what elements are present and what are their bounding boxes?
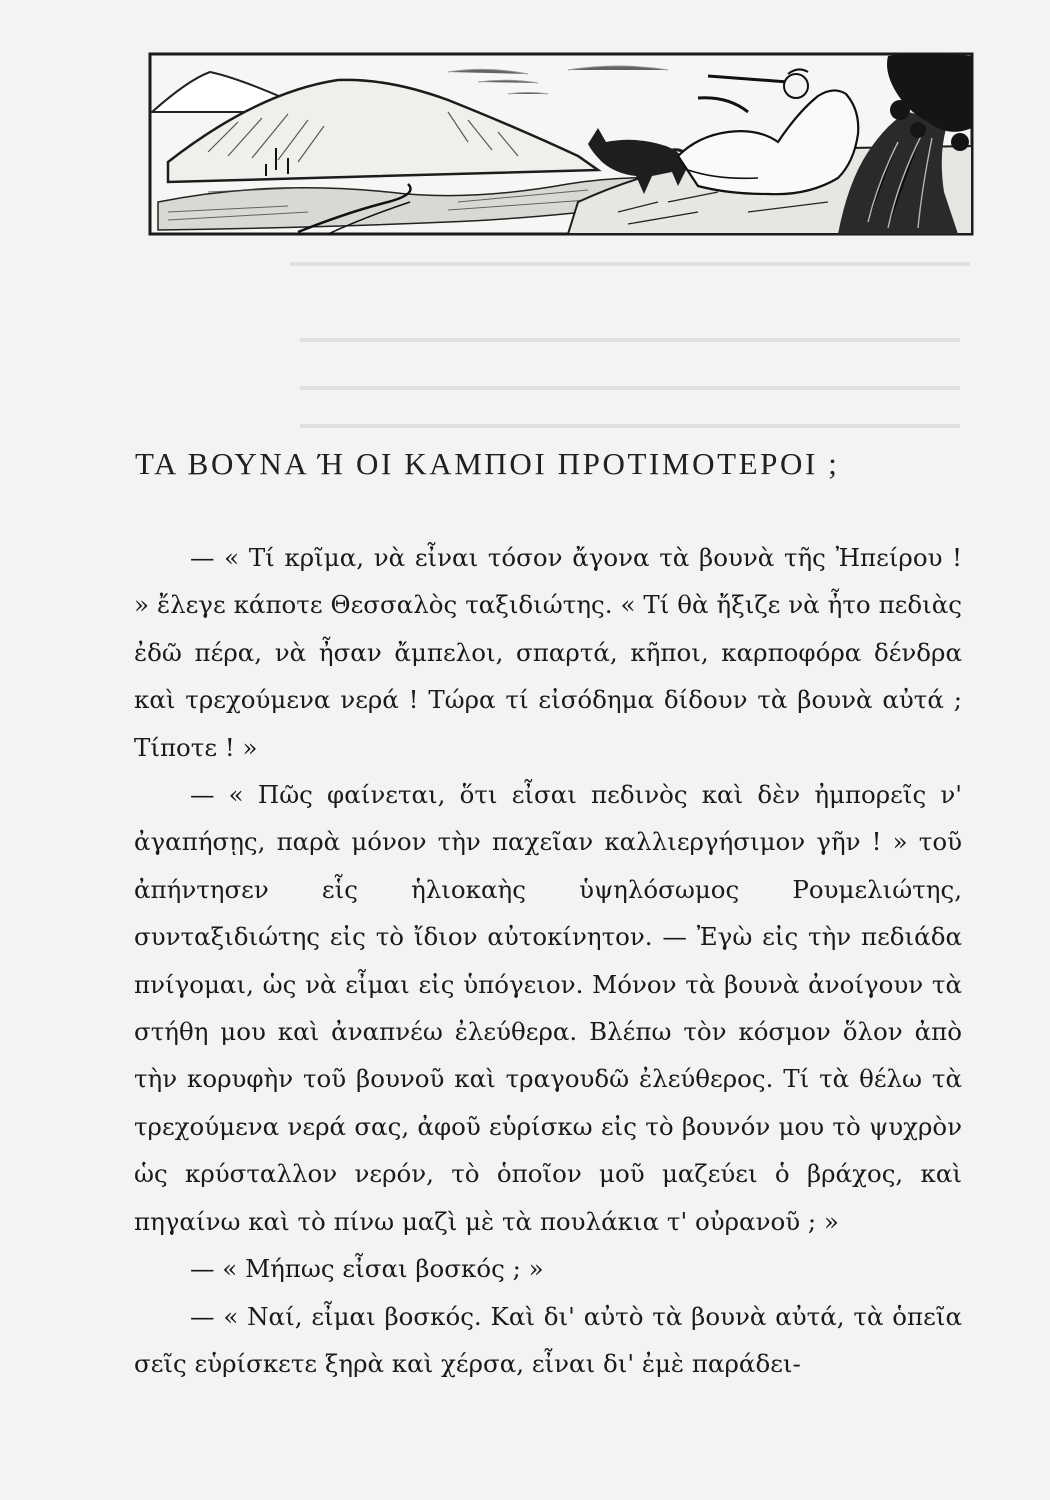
landscape-shepherd-vignette-icon <box>148 52 976 238</box>
paragraph: — « Τί κρῖμα, νὰ εἶναι τόσον ἄγονα τὰ βουνὰ τῆς Ἠπείρου ! » ἔλεγε κάποτε Θεσσαλὸς ταξιδιώτης. « Τί θὰ ἤξιζε νὰ ἦτο πεδιὰς ἐδῶ πέρα, νὰ ἦσαν ἄμπελοι, σπαρτά, κῆποι, καρποφόρα δένδρα καὶ τρεχούμενα νερά ! Τώρα τί εἰσόδημα δίδουν τὰ βουνὰ αὐτά ; Τίποτε ! » <box>134 543 962 762</box>
paragraph: — « Μήπως εἶσαι βοσκός ; » <box>190 1254 544 1284</box>
chapter-title: ΤΑ ΒΟΥΝΑ Ή ΟΙ ΚΑΜΠΟΙ ΠΡΟΤΙΜΟΤΕΡΟΙ ; <box>135 446 840 481</box>
chapter-body <box>134 534 962 1387</box>
paragraph: — « Ναί, εἶμαι βοσκός. Καὶ δι' αὐτὸ τὰ βουνὰ αὐτά, τὰ ὁπεῖα σεῖς εὑρίσκετε ξηρὰ καὶ χέρσα, εἶναι δι' ἐμὲ παράδει- <box>134 1301 962 1378</box>
paragraph: — « Πῶς φαίνεται, ὅτι εἶσαι πεδινὸς καὶ δὲν ἠμπορεῖς ν' ἀγαπήσῃς, παρὰ μόνον τὴν παχεῖαν καλλιεργήσιμον γῆν ! » τοῦ ἀπήντησεν εἷς ἡλιοκαὴς ὑψηλόσωμος Ρουμελιώτης, συνταξιδιώτης εἰς τὸ ἴδιον αὐτοκίνητον. — Ἐγὼ εἰς τὴν πεδιάδα πνίγομαι, ὡς νὰ εἶμαι εἰς ὑπόγειον. Μόνον τὰ βουνὰ ἀνοίγουν τὰ στήθη μου καὶ ἀναπνέω ἐλεύθερα. Βλέπω τὸν κόσμον ὅλον ἀπὸ τὴν κορυφὴν τοῦ βουνοῦ καὶ τραγουδῶ ἐλεύθερος. Τί τὰ θέλω τὰ τρεχούμενα νερά σας, ἀφοῦ εὑρίσκω εἰς τὸ βουνόν μου τὸ ψυχρὸν ὡς κρύσταλλον νερόν, τὸ ὁποῖον μοῦ μαζεύει ὁ βράχος, καὶ πηγαίνω καὶ τὸ πίνω μαζὶ μὲ τὰ πουλάκια τ' οὐρανοῦ ; » <box>134 780 962 1236</box>
header-illustration <box>148 52 976 238</box>
